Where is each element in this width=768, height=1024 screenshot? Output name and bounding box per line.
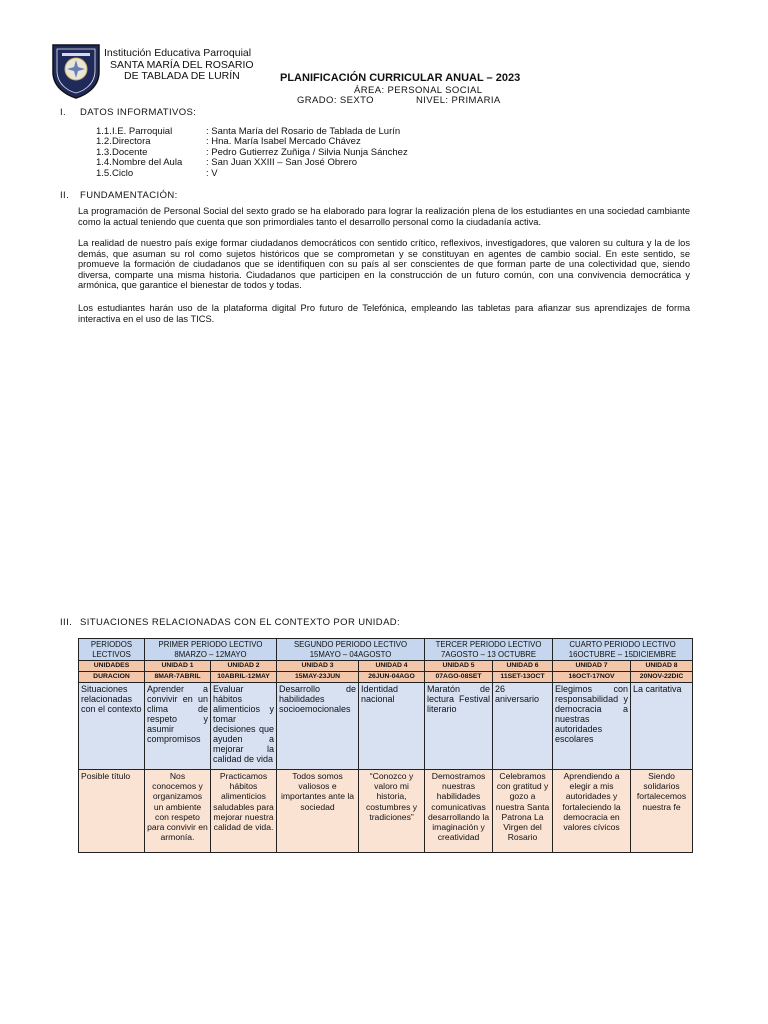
datos-key: Directora <box>112 136 151 148</box>
institution-line-3: DE TABLADA DE LURÍN <box>124 70 240 82</box>
institution-line-1: Institución Educativa Parroquial <box>104 47 252 59</box>
document-title: PLANIFICACIÓN CURRICULAR ANUAL – 2023 <box>280 72 521 84</box>
situacion-cell: La caritativa <box>631 683 693 770</box>
fundamentacion-paragraph-3: Los estudiantes harán uso de la plataforma digital Pro futuro de Telefónica, empleando las tabletas para afianzar sus aprendizajes de forma interactiva en el uso de las TICS. <box>78 303 690 324</box>
titulo-label: Posible título <box>79 770 145 853</box>
datos-num: 1.5. <box>96 167 112 179</box>
periodo-cell <box>277 639 425 661</box>
periodos-label: PERIODOS LECTIVOS <box>79 639 145 661</box>
duracion-cell: 15MAY-23JUN <box>277 672 359 683</box>
institution-name <box>104 48 254 83</box>
section-heading-datos <box>60 107 196 118</box>
unidad-cell: UNIDAD 3 <box>277 661 359 672</box>
periodo-name: SEGUNDO PERIODO LECTIVO <box>293 640 408 649</box>
unidad-cell: UNIDAD 7 <box>553 661 631 672</box>
datos-num: 1.1. <box>96 126 112 137</box>
grado-label: GRADO: SEXTO <box>297 95 374 106</box>
situacion-cell: Elegimos con responsabilidad y democracia a nuestras autoridades escolares <box>553 683 631 770</box>
area-label: ÁREA: PERSONAL SOCIAL <box>354 85 483 96</box>
situaciones-row <box>79 683 693 770</box>
periodo-dates: 8MARZO – 12MAYO <box>174 649 247 659</box>
periodo-name: CUARTO PERIODO LECTIVO <box>569 640 676 649</box>
duracion-cell: 10ABRIL-12MAY <box>211 672 277 683</box>
situacion-cell: Aprender a convivir en un clima de respeto y asumir compromisos <box>145 683 211 770</box>
situacion-cell: Evaluar hábitos alimenticios y tomar decisiones que ayuden a mejorar la calidad de vida <box>211 683 277 770</box>
duracion-cell: 16OCT-17NOV <box>553 672 631 683</box>
section-title: SITUACIONES RELACIONADAS CON EL CONTEXTO POR UNIDAD: <box>80 617 401 628</box>
section-number: I. <box>60 107 67 118</box>
section-heading-situaciones <box>60 617 400 628</box>
titulo-cell: Celebramos con gratitud y gozo a nuestra Santa Patrona La Virgen del Rosario <box>493 770 553 853</box>
periodo-dates: 7AGOSTO – 13 OCTUBRE <box>440 649 537 659</box>
datos-value: : Santa María del Rosario de Tablada de Lurín <box>206 126 401 137</box>
datos-num: 1.2. <box>96 136 112 148</box>
situacion-cell: 26 aniversario <box>493 683 553 770</box>
duracion-label: DURACION <box>79 672 145 683</box>
duracion-cell: 20NOV-22DIC <box>631 672 693 683</box>
unidad-cell: UNIDAD 1 <box>145 661 211 672</box>
titulos-row <box>79 770 693 853</box>
unidades-row <box>79 661 693 672</box>
section-title: FUNDAMENTACIÓN: <box>80 190 178 201</box>
school-crest-logo <box>50 42 102 100</box>
titulo-cell: Todos somos valiosos e importantes ante la sociedad <box>277 770 359 853</box>
periodo-name: TERCER PERIODO LECTIVO <box>435 640 542 649</box>
section-number: III. <box>60 617 73 628</box>
periodo-dates: 15MAYO – 04AGOSTO <box>309 649 392 659</box>
planning-table <box>78 638 693 853</box>
section-number: II. <box>60 190 70 201</box>
datos-key: Docente <box>112 146 148 158</box>
datos-value: : Pedro Gutierrez Zuñiga / Silvia Nunja Sánchez <box>206 146 408 158</box>
nivel-label: NIVEL: PRIMARIA <box>415 95 501 106</box>
unidades-label: UNIDADES <box>79 661 145 672</box>
duracion-cell: 07AGO-08SET <box>425 672 493 683</box>
titulo-cell: Practicamos hábitos alimenticios saludables para mejorar nuestra calidad de vida. <box>211 770 277 853</box>
datos-value: : V <box>206 167 218 179</box>
duracion-cell: 26JUN-04AGO <box>359 672 425 683</box>
duracion-row <box>79 672 693 683</box>
situacion-cell: Identidad nacional <box>359 683 425 770</box>
titulo-cell: “Conozco y valoro mi historia, costumbres y tradiciones” <box>359 770 425 853</box>
datos-informativos-list <box>96 127 408 179</box>
fundamentacion-paragraph-2: La realidad de nuestro país exige formar ciudadanos democráticos con sentido crítico, reflexivos, investigadores, que valoren su cultura y la de los demás, que asuman su rol como sujetos históricos que se comprometan y se constituyan en agentes de cambio social. En este sentido, se promueve la formación de ciudadanos que se identifiquen con su país al ser conscientes de que forman parte de una colectividad que, siendo diversa, comparte una misma historia. Ciudadanos que participen en la construcción de un futuro común, con una convivencia democrática y armónica, que garantice el bienestar de todos y todas. <box>78 238 690 291</box>
titulo-cell: Demostramos nuestras habilidades comunicativas desarrollando la imaginación y creatividad <box>425 770 493 853</box>
periodo-dates: 16OCTUBRE – 15DICIEMBRE <box>568 649 677 659</box>
periodos-row <box>79 639 693 661</box>
datos-value: : San Juan XXIII – San José Obrero <box>206 157 358 169</box>
periodo-cell <box>145 639 277 661</box>
datos-value: : Hna. María Isabel Mercado Chávez <box>206 136 361 148</box>
periodo-cell <box>553 639 693 661</box>
situacion-cell: Desarrollo de habilidades socioemocionales <box>277 683 359 770</box>
titulo-cell: Aprendiendo a elegir a mis autoridades y fortaleciendo la democracia en valores cívicos <box>553 770 631 853</box>
datos-num: 1.4. <box>96 157 112 169</box>
section-heading-fundamentacion <box>60 190 178 201</box>
unidad-cell: UNIDAD 8 <box>631 661 693 672</box>
section-title: DATOS INFORMATIVOS: <box>80 107 197 118</box>
situaciones-label: Situaciones relacionadas con el contexto <box>79 683 145 770</box>
unidad-cell: UNIDAD 2 <box>211 661 277 672</box>
fundamentacion-paragraph-1: La programación de Personal Social del sexto grado se ha elaborado para lograr la realización plena de los estudiantes en una sociedad cambiante como la actual teniendo que cuenta que son primordiales tanto el desarrollo personal como la ciudadanía activa. <box>78 206 690 227</box>
situacion-cell: Maratón de lectura Festival literario <box>425 683 493 770</box>
duracion-cell: 8MAR-7ABRIL <box>145 672 211 683</box>
unidad-cell: UNIDAD 4 <box>359 661 425 672</box>
datos-row <box>96 169 408 179</box>
unidad-cell: UNIDAD 5 <box>425 661 493 672</box>
datos-row <box>96 158 408 168</box>
titulo-cell: Siendo solidarios fortalecemos nuestra fe <box>631 770 693 853</box>
grade-level-line <box>297 95 501 106</box>
titulo-cell: Nos conocemos y organizamos un ambiente con respeto para convivir en armonía. <box>145 770 211 853</box>
unidad-cell: UNIDAD 6 <box>493 661 553 672</box>
datos-num: 1.3. <box>96 146 112 158</box>
institution-line-2: SANTA MARÍA DEL ROSARIO <box>110 58 254 71</box>
periodo-name: PRIMER PERIODO LECTIVO <box>158 640 263 649</box>
periodo-cell <box>425 639 553 661</box>
duracion-cell: 11SET-13OCT <box>493 672 553 683</box>
datos-key: Nombre del Aula <box>112 157 183 169</box>
datos-key: I.E. Parroquial <box>112 126 173 137</box>
datos-key: Ciclo <box>112 167 134 179</box>
